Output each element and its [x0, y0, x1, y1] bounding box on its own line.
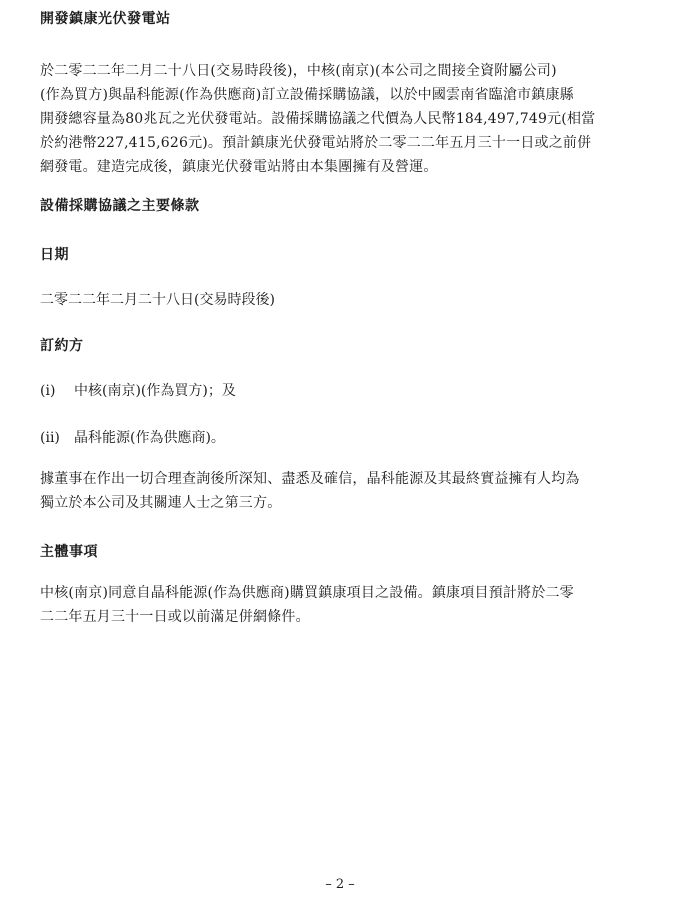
page-title: 開發鎮康光伏發電站	[40, 11, 171, 27]
independence-paragraph	[40, 467, 640, 515]
parties-heading: 訂約方	[40, 338, 84, 354]
date-heading: 日期	[40, 247, 69, 263]
subject-paragraph	[40, 581, 640, 629]
intro-paragraph	[40, 59, 640, 179]
intro-line: 於二零二二年二月二十八日(交易時段後)，中核(南京)(本公司之間接全資附屬公司)	[40, 63, 557, 79]
party-item	[40, 427, 225, 447]
subject-line: 二二年五月三十一日或以前滿足併網條件。	[40, 609, 310, 625]
subject-heading: 主體事項	[40, 544, 98, 560]
intro-line: (作為買方)與晶科能源(作為供應商)訂立設備採購協議，以於中國雲南省臨滄市鎮康縣	[40, 87, 574, 103]
page-number: – 2 –	[325, 877, 355, 892]
party-text: 晶科能源(作為供應商)。	[74, 430, 225, 446]
intro-line: 網發電。建造完成後，鎮康光伏發電站將由本集團擁有及營運。	[40, 159, 438, 175]
party-number: (ii)	[40, 430, 60, 446]
intro-line: 於約港幣227,415,626元)。預計鎮康光伏發電站將於二零二二年五月三十一日或之前併	[40, 135, 592, 151]
party-number: (i)	[40, 383, 56, 399]
subject-line: 中核(南京)同意自晶科能源(作為供應商)購買鎮康項目之設備。鎮康項目預計將於二零	[40, 585, 574, 601]
date-text: 二零二二年二月二十八日(交易時段後)	[40, 292, 275, 308]
section-title: 設備採購協議之主要條款	[40, 198, 200, 214]
party-item	[40, 380, 236, 400]
intro-line: 開發總容量為80兆瓦之光伏發電站。設備採購協議之代價為人民幣184,497,749元(相當	[40, 111, 596, 127]
independence-line: 獨立於本公司及其關連人士之第三方。	[40, 495, 282, 511]
party-text: 中核(南京)(作為買方)；及	[74, 383, 236, 399]
independence-line: 據董事在作出一切合理查詢後所深知、盡悉及確信，晶科能源及其最終實益擁有人均為	[40, 471, 580, 487]
